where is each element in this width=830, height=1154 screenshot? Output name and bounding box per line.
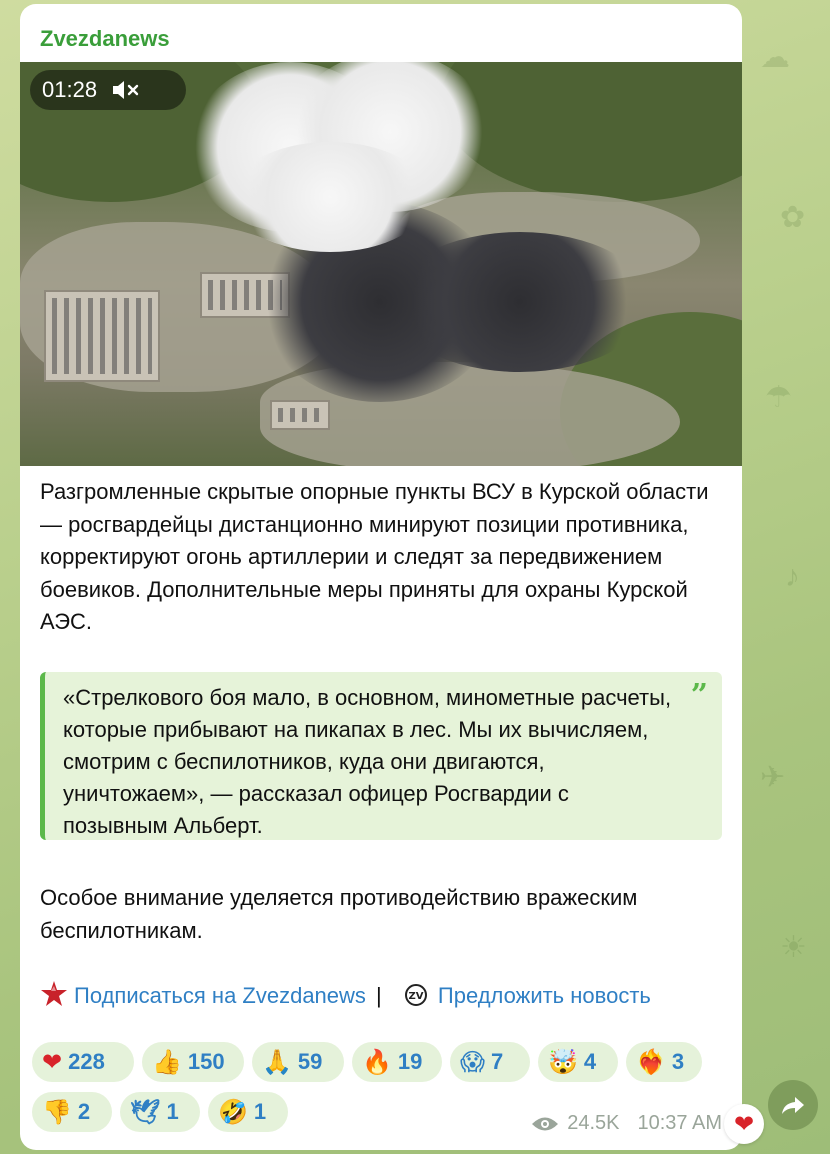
suggest-news-link[interactable]: Предложить новость bbox=[437, 983, 651, 1008]
reaction-thumbs-up[interactable] bbox=[142, 1042, 244, 1082]
reaction-rofl[interactable] bbox=[208, 1092, 288, 1132]
reaction-thumbs-down[interactable] bbox=[32, 1092, 112, 1132]
background-doodle: ✿ bbox=[780, 201, 806, 234]
view-count: 24.5K bbox=[567, 1112, 620, 1134]
video-duration: 01:28 bbox=[42, 77, 98, 102]
reaction-praying-hands[interactable] bbox=[252, 1042, 344, 1082]
thumbs-down-icon: 👎 bbox=[42, 1098, 72, 1126]
heart-on-fire-icon: ❤‍🔥 bbox=[636, 1048, 666, 1076]
background-doodle: ✈ bbox=[760, 761, 786, 794]
quote-mark-icon: ” bbox=[690, 678, 708, 713]
message-time: 10:37 AM bbox=[637, 1112, 722, 1134]
reaction-fire[interactable] bbox=[352, 1042, 442, 1082]
subscribe-link[interactable]: Подписаться на Zvezdanews bbox=[74, 983, 366, 1008]
reaction-count: 1 bbox=[166, 1099, 179, 1124]
reaction-count: 4 bbox=[583, 1049, 597, 1074]
thumbs-up-icon: 👍 bbox=[152, 1048, 182, 1076]
reaction-count: 3 bbox=[671, 1049, 685, 1074]
screaming-face-icon: 😱 bbox=[460, 1048, 486, 1076]
post-links bbox=[40, 980, 720, 1013]
post-text-second: Особое внимание уделяется противодействию вражеским беспилотникам. bbox=[40, 885, 638, 943]
share-button[interactable] bbox=[768, 1080, 818, 1130]
exploding-head-icon: 🤯 bbox=[548, 1048, 578, 1076]
message-meta bbox=[531, 1112, 722, 1135]
muted-speaker-icon[interactable] bbox=[111, 78, 141, 102]
reaction-count: 228 bbox=[68, 1049, 105, 1074]
background-doodle: ☂ bbox=[765, 381, 792, 414]
video-thumbnail[interactable] bbox=[20, 62, 742, 466]
reaction-screaming-face[interactable] bbox=[450, 1042, 530, 1082]
reaction-heart[interactable] bbox=[32, 1042, 134, 1082]
reaction-count: 1 bbox=[253, 1099, 267, 1124]
reaction-count: 150 bbox=[187, 1049, 225, 1074]
links-separator: | bbox=[376, 983, 382, 1008]
reaction-count: 19 bbox=[397, 1049, 423, 1074]
svg-text:ZV: ZV bbox=[408, 991, 424, 1002]
background-doodle: ♪ bbox=[785, 560, 800, 593]
eye-icon bbox=[531, 1115, 559, 1133]
video-duration-pill bbox=[30, 70, 186, 110]
reaction-dove[interactable] bbox=[120, 1092, 200, 1132]
reaction-heart-on-fire[interactable] bbox=[626, 1042, 702, 1082]
zvezda-star-icon bbox=[40, 980, 68, 1008]
background-doodle: ☀ bbox=[780, 931, 807, 964]
zv-logo-icon bbox=[404, 983, 428, 1007]
share-arrow-icon bbox=[781, 1093, 805, 1117]
dove-icon: 🕊 bbox=[130, 1098, 161, 1126]
reaction-count: 7 bbox=[491, 1049, 504, 1074]
rofl-icon: 🤣 bbox=[218, 1098, 248, 1126]
reaction-exploding-head[interactable] bbox=[538, 1042, 618, 1082]
post-text: Разгромленные скрытые опорные пункты ВСУ в Курской области — росгвардейцы дистанционно минируют позиции противника, корректируют огонь артиллерии и следят за передвижением боевиков. Дополнительные меры приняты для охраны Курской АЭС. bbox=[40, 479, 709, 634]
reaction-count: 2 bbox=[77, 1099, 91, 1124]
fire-icon: 🔥 bbox=[362, 1048, 392, 1076]
praying-hands-icon: 🙏 bbox=[262, 1048, 292, 1076]
background-doodle: ☁ bbox=[760, 41, 790, 74]
red-heart-icon: ❤ bbox=[42, 1048, 63, 1076]
reaction-count: 59 bbox=[297, 1049, 323, 1074]
my-reaction-heart-icon[interactable]: ❤ bbox=[724, 1104, 764, 1144]
quote-block bbox=[40, 672, 722, 840]
quote-text: «Стрелкового боя мало, в основном, минометные расчеты, которые прибывают на пикапах в лес. Мы их вычисляем, смотрим с беспилотников, куда они двигаются, уничтожаем», — рассказал офицер Росгвардии с позывным Альберт. bbox=[63, 685, 672, 838]
channel-name[interactable]: Zvezdanews bbox=[40, 26, 170, 51]
message-bubble[interactable] bbox=[20, 4, 742, 1150]
